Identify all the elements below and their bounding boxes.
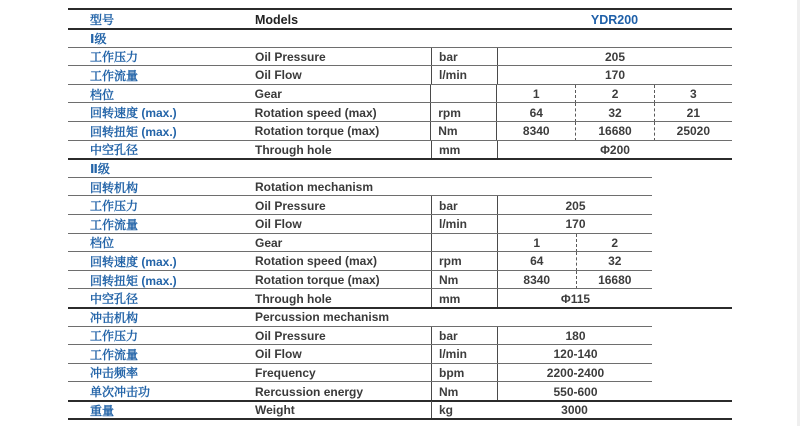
spec-row	[68, 234, 732, 253]
label-cn: 中空孔径	[90, 292, 139, 307]
label-en: Rercussion energy	[255, 384, 364, 399]
spec-row	[68, 215, 732, 234]
spec-row	[68, 382, 732, 401]
label-cn: 档位	[90, 87, 115, 102]
value-area	[497, 327, 653, 346]
unit-cell: rpm	[430, 103, 496, 122]
value-cell: 170	[604, 68, 626, 83]
spec-row	[68, 289, 732, 308]
value-cell: 2	[575, 85, 653, 104]
section-title-level2	[68, 159, 732, 178]
label-cn: 重量	[90, 403, 115, 418]
label-en: Oil Flow	[255, 217, 302, 232]
value-cell: 120-140	[553, 347, 598, 362]
value-area	[497, 252, 653, 271]
weight-row	[68, 401, 732, 420]
label-cn: 冲击频率	[90, 366, 139, 381]
value-cell: Φ115	[560, 291, 591, 306]
spec-row	[68, 85, 732, 104]
label-en: Oil Pressure	[255, 328, 326, 343]
value-cell: 1	[533, 235, 541, 250]
label-cn: 回转速度 (max.)	[90, 106, 177, 121]
value-area	[497, 196, 653, 215]
label-en: Rotation speed (max)	[254, 105, 377, 120]
label-en: Rotation mechanism	[255, 180, 374, 195]
value-cell: 3	[654, 85, 732, 104]
spec-table	[68, 8, 732, 419]
value-cell: 16680	[576, 271, 654, 290]
label-cn: 工作压力	[90, 199, 139, 214]
spec-row	[68, 103, 732, 122]
value-area	[497, 364, 653, 383]
value-cell: 32	[575, 103, 653, 122]
header-label-en: Models	[255, 12, 299, 27]
label-en: Rotation speed (max)	[255, 254, 378, 269]
header-label-cn: 型号	[90, 13, 115, 27]
mechanism-row	[68, 178, 732, 197]
mechanism-row	[68, 308, 732, 327]
label-en: Oil Pressure	[255, 49, 326, 64]
unit-cell: l/min	[431, 215, 497, 234]
unit-cell: bpm	[431, 364, 497, 383]
value-area	[496, 85, 732, 104]
value-area	[496, 103, 732, 122]
value-area	[496, 122, 732, 141]
unit-cell: bar	[431, 327, 497, 346]
spec-row	[68, 345, 732, 364]
value-cell: 2200-2400	[546, 365, 605, 380]
value-cell: 8340	[522, 124, 550, 139]
value-area	[497, 215, 653, 234]
value-area	[497, 66, 732, 85]
value-cell: 8340	[523, 273, 551, 288]
label-cn: 工作压力	[90, 329, 139, 344]
value-cell: 32	[576, 252, 654, 271]
label-en: Oil Flow	[255, 68, 302, 83]
label-cn: 回转速度 (max.)	[90, 254, 177, 269]
section-title-label: Ⅰ级	[90, 31, 107, 46]
unit-cell: Nm	[430, 122, 496, 141]
label-cn: 回转扭矩 (max.)	[90, 124, 177, 139]
value-cell: 170	[565, 217, 586, 232]
header-unit-spacer	[431, 10, 497, 29]
value-area	[497, 289, 653, 308]
value-cell: 205	[604, 49, 626, 64]
spec-row	[68, 327, 732, 346]
unit-cell	[431, 234, 497, 253]
value-area	[497, 48, 732, 67]
label-en: Through hole	[255, 142, 332, 157]
unit-cell: Nm	[431, 271, 497, 290]
label-cn: 单次冲击功	[90, 385, 151, 400]
unit-cell: l/min	[431, 345, 497, 364]
value-cell: 64	[529, 105, 543, 120]
label-cn: 回转扭矩 (max.)	[90, 273, 177, 288]
label-cn: 工作流量	[90, 68, 139, 83]
unit-cell: mm	[431, 289, 497, 308]
label-cn: 工作流量	[90, 217, 139, 232]
value-cell: 3000	[561, 403, 588, 418]
section-title-label: Ⅱ级	[90, 161, 110, 176]
value-area	[497, 141, 732, 160]
value-cell: 64	[530, 254, 544, 269]
label-en: Gear	[254, 87, 282, 102]
spec-row	[68, 66, 732, 85]
label-cn: 冲击机构	[90, 310, 139, 325]
value-area	[497, 345, 653, 364]
label-en: Oil Flow	[255, 347, 302, 362]
label-en: Through hole	[255, 291, 332, 306]
spec-row	[68, 252, 732, 271]
label-en: Percussion mechanism	[255, 310, 390, 325]
value-area	[497, 234, 653, 253]
value-cell: 1	[532, 87, 540, 102]
value-cell: 180	[565, 328, 586, 343]
label-cn: 中空孔径	[90, 143, 139, 158]
spec-row	[68, 196, 732, 215]
spec-row	[68, 364, 732, 383]
label-en: Rotation torque (max)	[255, 273, 380, 288]
label-en: Oil Pressure	[255, 198, 326, 213]
unit-cell: mm	[431, 141, 497, 160]
value-area	[497, 271, 653, 290]
label-cn: 工作流量	[90, 347, 139, 362]
label-cn: 回转机构	[90, 180, 139, 195]
value-cell: 2	[576, 234, 654, 253]
label-en: Frequency	[255, 365, 316, 380]
value-area	[497, 401, 652, 420]
label-cn: 档位	[90, 236, 115, 251]
unit-cell: rpm	[431, 252, 497, 271]
spec-row	[68, 141, 732, 160]
unit-cell: Nm	[431, 382, 497, 401]
value-area	[497, 382, 653, 401]
value-cell: Φ200	[600, 142, 630, 157]
spec-row	[68, 48, 732, 67]
unit-cell: bar	[431, 196, 497, 215]
label-en: Weight	[255, 403, 295, 418]
unit-cell: kg	[431, 401, 497, 420]
label-cn: 工作压力	[90, 50, 139, 65]
spec-row	[68, 271, 732, 290]
table-header-row	[68, 10, 732, 29]
value-cell: 550-600	[553, 384, 598, 399]
section-title-level1	[68, 29, 732, 48]
unit-cell	[430, 85, 496, 104]
unit-cell: l/min	[431, 66, 497, 85]
value-cell: 25020	[654, 122, 732, 141]
value-cell: 21	[654, 103, 732, 122]
label-en: Rotation torque (max)	[254, 124, 380, 139]
label-en: Gear	[255, 235, 283, 250]
unit-cell: bar	[431, 48, 497, 67]
value-cell: 205	[565, 198, 586, 213]
spec-row	[68, 122, 732, 141]
model-name: YDR200	[590, 12, 639, 27]
value-cell: 16680	[575, 122, 653, 141]
